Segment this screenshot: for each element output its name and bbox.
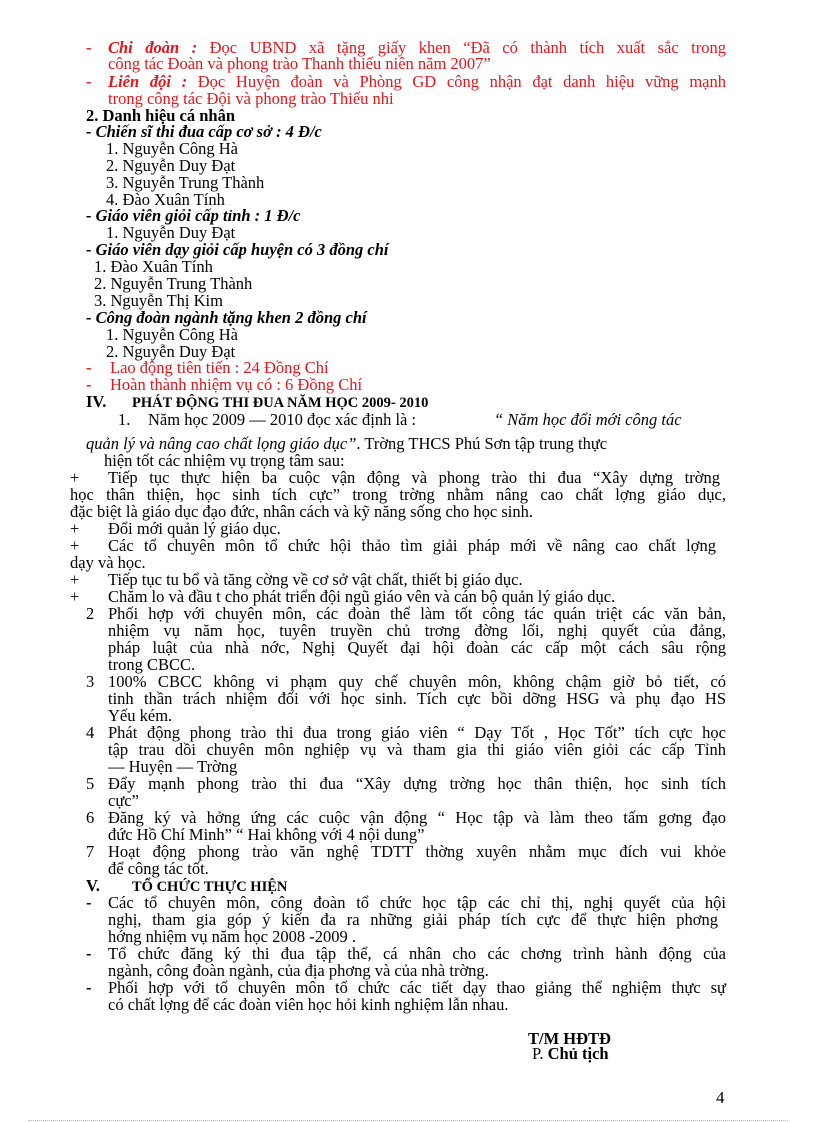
bullet-dash: -	[86, 978, 92, 997]
section5-item-line: có chất lợng để các đoàn viên học hỏi kinh nghiệm lẫn nhau.	[108, 995, 509, 1014]
plus-item-3-line1: Các tổ chuyên môn tổ chức hội thảo tìm giải pháp mới về nâng cao chất lợng	[108, 536, 716, 555]
hoan-thanh-nhiem-vu: Hoàn thành nhiệm vụ có : 6 Đồng Chí	[110, 375, 363, 394]
group3-title: - Giáo viên dạy giỏi cấp huyện có 3 đồng chí	[86, 240, 389, 259]
lien-doi-text: Đọc Huyện đoàn và Phòng GD công nhận đạt danh hiệu vững mạnh	[197, 72, 726, 91]
group1-title: - Chiến sĩ thi đua cấp cơ sở : 4 Đ/c	[86, 122, 322, 141]
bullet-dash: -	[86, 72, 92, 91]
numbered-item-number: 4	[86, 723, 95, 742]
bullet-plus: +	[70, 570, 80, 589]
numbered-item-line: Phối hợp với chuyên môn, các đoàn thể làm tốt công tác quán triệt các văn bản,	[108, 604, 726, 623]
chi-doan-line2: công tác Đoàn và phong trào Thanh thiếu niên năm 2007”	[108, 54, 491, 73]
list-item: 1. Nguyễn Công Hà	[106, 139, 238, 158]
bullet-dash: -	[86, 375, 92, 394]
list-item: 2. Nguyễn Trung Thành	[94, 274, 253, 293]
numbered-item-line: Yếu kém.	[108, 706, 173, 725]
p1-line3: hiện tốt các nhiệm vụ trọng tâm sau:	[104, 451, 345, 470]
lien-doi-label: Liên đội :	[108, 72, 188, 91]
footer-divider	[28, 1120, 788, 1121]
page-number: 4	[716, 1088, 725, 1107]
numbered-item-number: 7	[86, 842, 95, 861]
list-item: 4. Đào Xuân Tính	[106, 190, 225, 209]
section5-item-line: nghị, tham gia góp ý kiến đa ra những giải pháp tích cực để thực hiện phơng	[108, 910, 718, 929]
lien-doi-line1	[108, 74, 726, 90]
numbered-item-number: 6	[86, 808, 95, 827]
section5-item-line: Phối hợp với tổ chuyên môn tổ chức các tiết dạy thao giảng thể nghiệm thực sự	[108, 978, 726, 997]
p1-line2	[86, 436, 607, 452]
numbered-item-number: 5	[86, 774, 95, 793]
chi-doan-label: Chi đoàn :	[108, 38, 198, 57]
bullet-plus: +	[70, 519, 80, 538]
signature-position: Chủ tịch	[547, 1044, 609, 1063]
list-item: 1. Nguyễn Duy Đạt	[106, 223, 236, 242]
bullet-dash: -	[86, 358, 92, 377]
numbered-item-line: 100% CBCC không vi phạm quy chế chuyên môn, không chậm giờ bỏ tiết, có	[108, 672, 726, 691]
list-item: 2. Nguyễn Duy Đạt	[106, 156, 236, 175]
section5-item-line: Các tổ chuyên môn, công đoàn tổ chức học tập các chỉ thị, nghị quyết của hội	[108, 893, 726, 912]
section5-item-line: Tổ chức đăng ký thi đua tập thể, cá nhân cho các chơng trình hành động của	[108, 944, 726, 963]
group4-title: - Công đoàn ngành tặng khen 2 đồng chí	[86, 308, 367, 327]
plus-item-2: Đổi mới quản lý giáo dục.	[108, 519, 281, 538]
numbered-item-line: nhiệm vụ năm học, tuyên truyền chủ trơng đờng lối, nghị quyết của đảng,	[108, 621, 726, 640]
numbered-item-line: tập trau dồi chuyên môn nghiệp vụ và tham gia thi giáo viên giỏi các cấp Tỉnh	[108, 740, 726, 759]
plus-item-3-line2: dạy và học.	[70, 553, 146, 572]
p1-text-a: Năm học 2009 — 2010 đọc xác định là :	[148, 410, 417, 429]
numbered-item-line: đức Hồ Chí Minh” “ Hai không với 4 nội dung”	[108, 825, 425, 844]
list-item: 2. Nguyễn Duy Đạt	[106, 342, 236, 361]
list-item: 1. Nguyễn Công Hà	[106, 325, 238, 344]
signature-prefix: P.	[532, 1044, 544, 1063]
section5-item-line: hớng nhiệm vụ năm học 2008 -2009 .	[108, 927, 356, 946]
numbered-item-line: Đẩy mạnh phong trào thi đua “Xây dựng trờng học thân thiện, học sinh tích	[108, 774, 726, 793]
chi-doan-text: Đọc UBND xã tặng giấy khen “Đã có thành tích xuất sắc trong	[209, 38, 726, 57]
numbered-item-line: trong CBCC.	[108, 655, 196, 674]
plus-item-5: Chăm lo và đầu t cho phát triển đội ngũ giáo vên và cán bộ quản lý giáo dục.	[108, 587, 616, 606]
list-item: 1. Đào Xuân Tính	[94, 257, 213, 276]
plus-item-1-line1: Tiếp tục thực hiện ba cuộc vận động và phong trào thi đua “Xây dựng trờng	[108, 468, 720, 487]
numbered-item-line: để công tác tốt.	[108, 859, 209, 878]
list-item: 3. Nguyễn Trung Thành	[106, 173, 265, 192]
numbered-item-line: pháp luật của nhà nớc, Nghị Quyết đại hội đoàn các cấp một cách sâu rộng	[108, 638, 726, 657]
numbered-item-number: 2	[86, 604, 95, 623]
numbered-item-line: Đăng ký và hởng ứng các cuộc vận động “ Học tập và làm theo tấm gơng đạo	[108, 808, 726, 827]
p1-text-b: . Trờng THCS Phú Sơn tập trung thực	[356, 434, 608, 453]
section4-heading: PHÁT ĐỘNG THI ĐUA NĂM HỌC 2009- 2010	[132, 395, 429, 411]
section5-item-line: ngành, công đoàn ngành, của địa phơng và của nhà trờng.	[108, 961, 489, 980]
signature-title: T/M HĐTĐ	[528, 1029, 611, 1048]
numbered-item-line: Phát động phong trào thi đua trong giáo viên “ Dạy Tốt , Học Tốt” tích cực học	[108, 723, 726, 742]
numbered-item-line: cực”	[108, 791, 139, 810]
p1-quote-a: “ Năm học đổi mới công tác	[494, 410, 682, 429]
p1-number: 1.	[118, 410, 131, 429]
section4-number: IV.	[86, 392, 107, 411]
numbered-item-line: Hoạt động phong trào văn nghệ TDTT thờng xuyên nhằm mục đích vui khỏe	[108, 842, 726, 861]
numbered-item-number: 3	[86, 672, 95, 691]
bullet-dash: -	[86, 944, 92, 963]
lao-dong-tien-tien: Lao động tiên tiến : 24 Đồng Chí	[110, 358, 329, 377]
bullet-dash: -	[86, 893, 92, 912]
list-item: 3. Nguyễn Thị Kim	[94, 291, 223, 310]
lien-doi-line2: trong công tác Đội và phong trào Thiếu nhi	[108, 89, 394, 108]
bullet-plus: +	[70, 468, 80, 487]
section5-heading: TỔ CHỨC THỰC HIỆN	[132, 879, 288, 895]
group2-title: - Giáo viên giỏi cấp tỉnh : 1 Đ/c	[86, 206, 301, 225]
numbered-item-line: — Huyện — Trờng	[108, 757, 238, 776]
signature-role	[532, 1046, 609, 1062]
bullet-plus: +	[70, 587, 80, 606]
bullet-dash: -	[86, 38, 92, 57]
numbered-item-line: tinh thần trách nhiệm đối với học sinh. Tích cực bồi dỡng HSG và phụ đạo HS	[108, 689, 726, 708]
p1-quote-b: quản lý và nâng cao chất lọng giáo dục”	[86, 434, 357, 453]
plus-item-1-line2: học thân thiện, học sinh tích cực” trong trờng nhằm nâng cao chất lợng giáo dục,	[70, 485, 726, 504]
individual-heading: 2. Danh hiệu cá nhân	[86, 106, 236, 125]
section5-number: V.	[86, 876, 100, 895]
plus-item-4: Tiếp tục tu bổ và tăng cờng về cơ sở vật chất, thiết bị giáo dục.	[108, 570, 523, 589]
bullet-plus: +	[70, 536, 80, 555]
plus-item-1-line3: đặc biệt là giáo dục đạo đức, nhân cách và kỹ năng sống cho học sinh.	[70, 502, 534, 521]
